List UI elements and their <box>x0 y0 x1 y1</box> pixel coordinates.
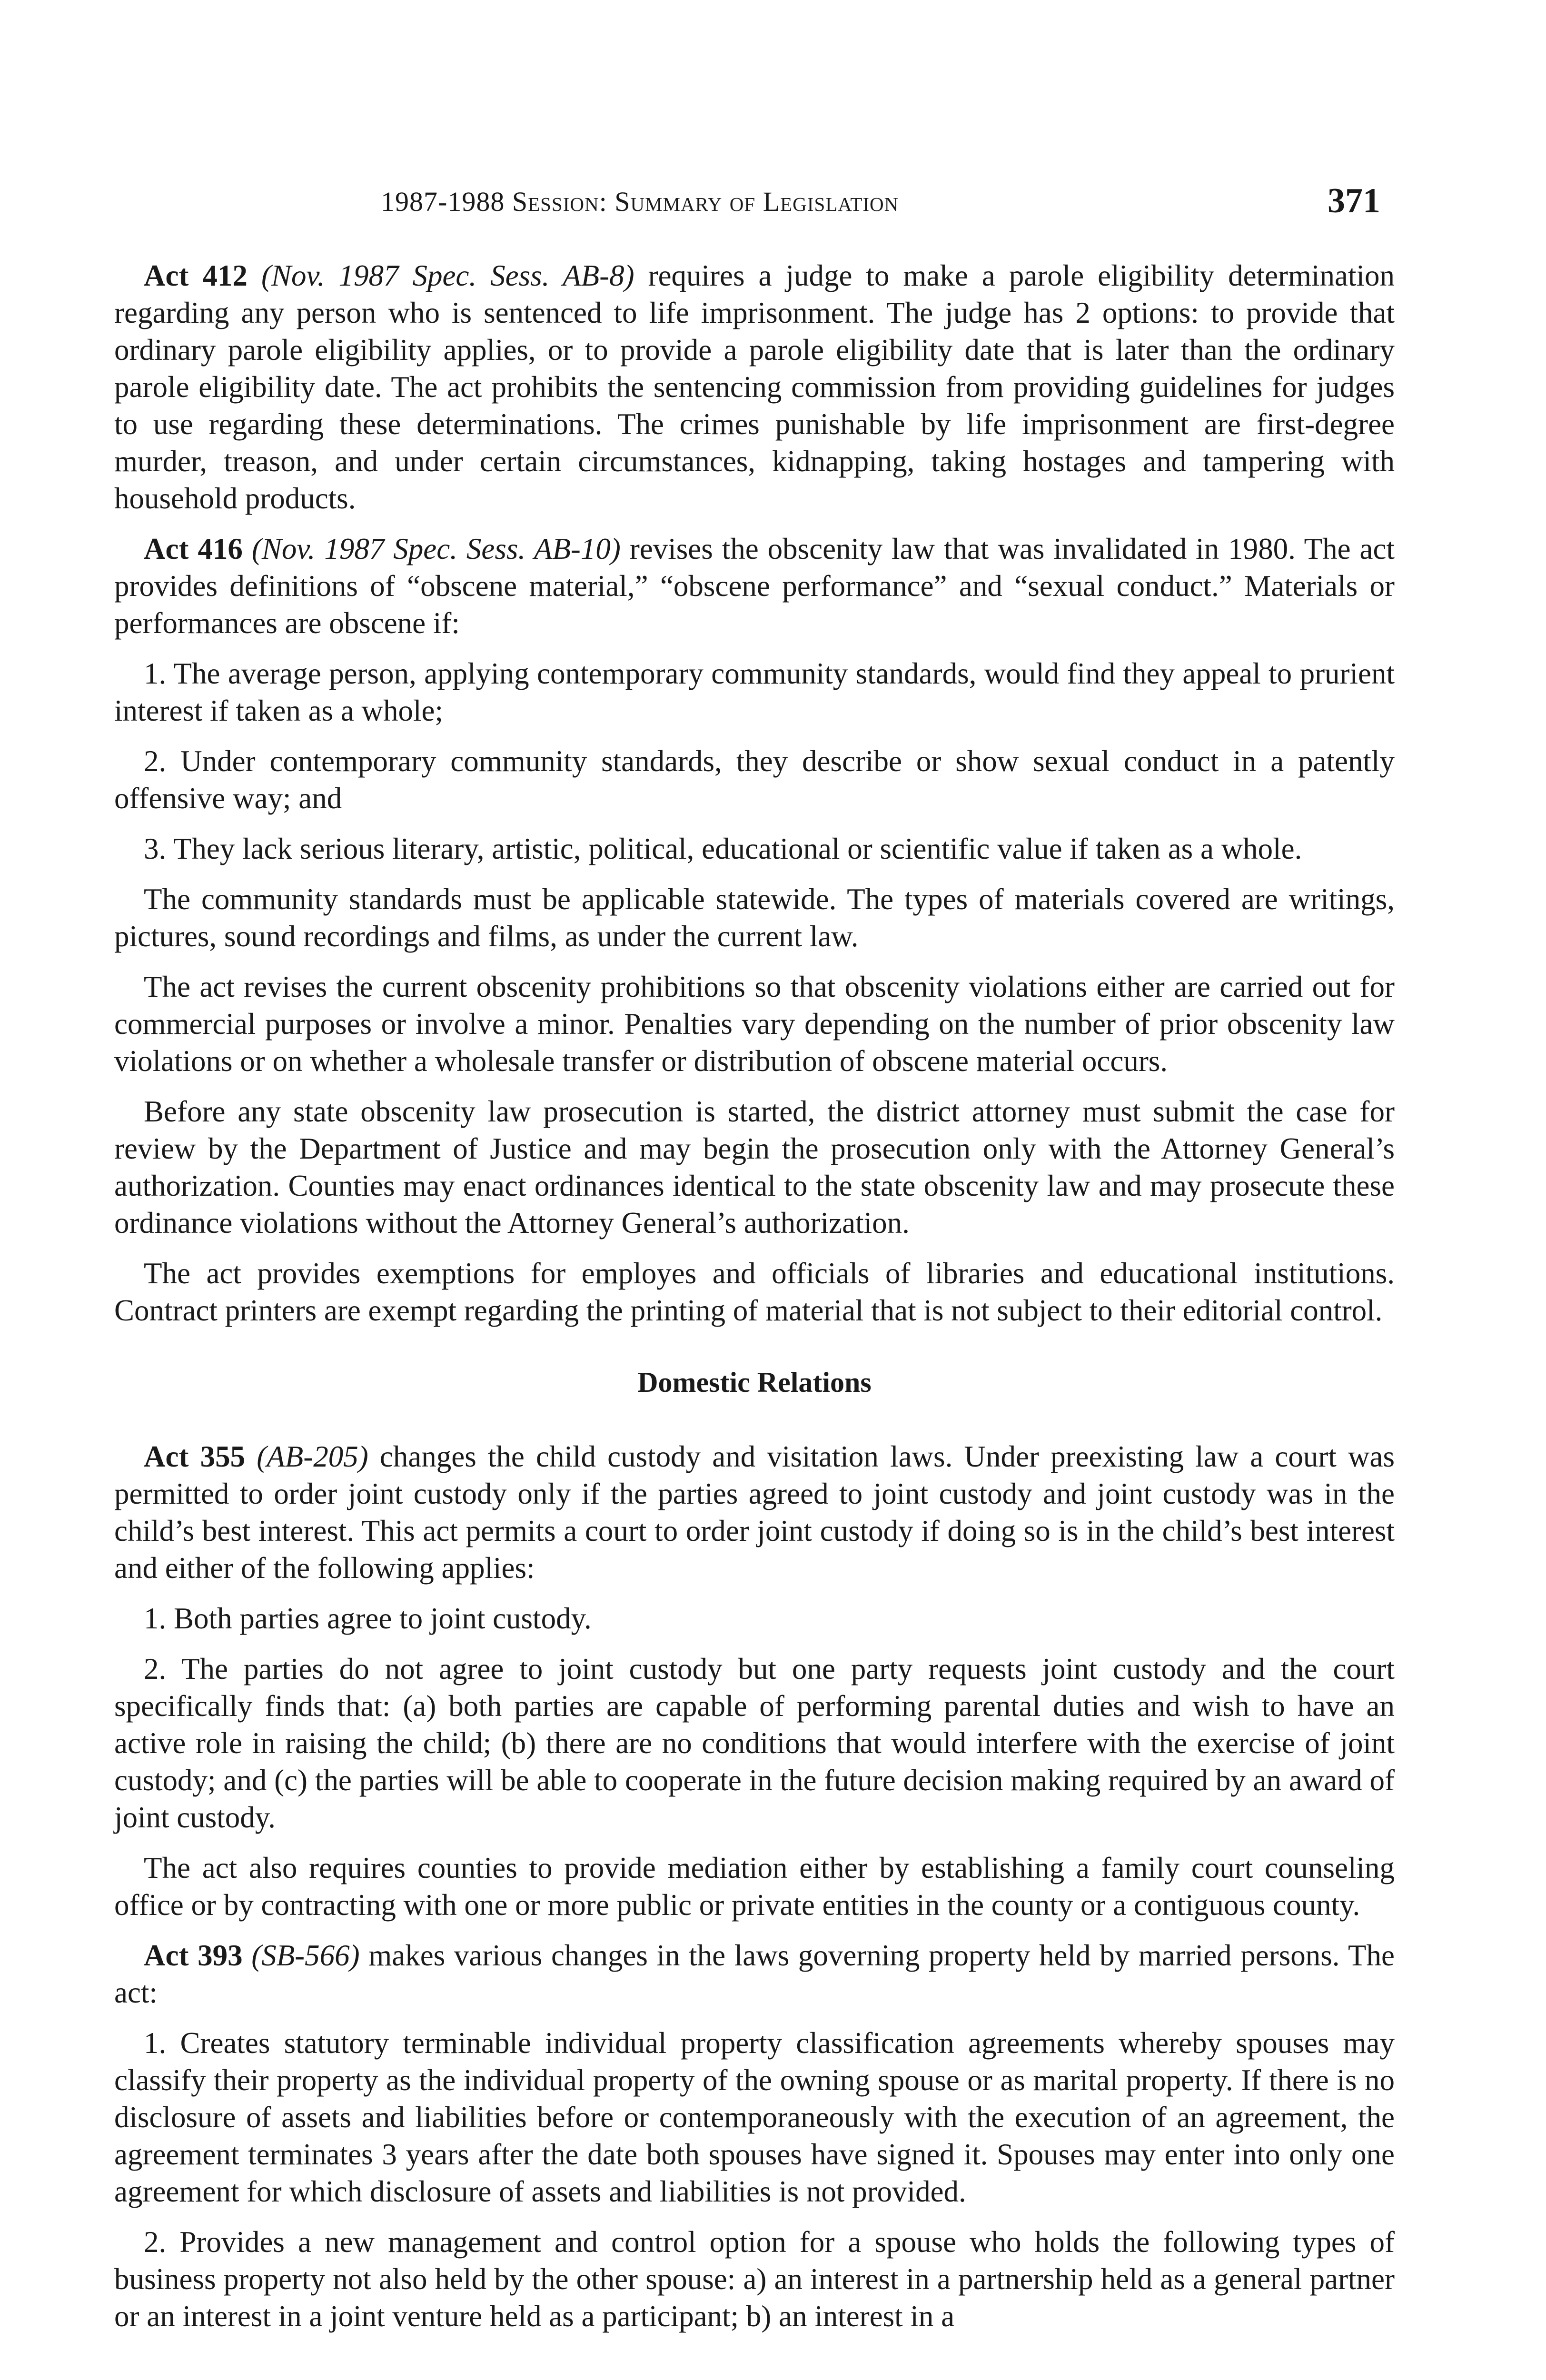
act-paragraph <box>114 1937 1395 2011</box>
act-text: changes the child custody and visitation laws. Under preexisting law a court was permitted to order joint custody only if the parties agreed to joint custody and joint custody was in the child’s best interest. This act permits a court to order joint custody if doing so is in the child’s best interest and either of the following applies: <box>114 1440 1395 1585</box>
body-paragraph: The act also requires counties to provide mediation either by establishing a family court counseling office or by contracting with one or more public or private entities in the county or a contiguous county. <box>114 1851 1395 1922</box>
body-paragraph: Before any state obscenity law prosecution is started, the district attorney must submit the case for review by the Department of Justice and may begin the prosecution only with the Attorney General’s authorization. Counties may enact ordinances identical to the state obscenity law and may prosecute these ordinance violations without the Attorney General’s authorization. <box>114 1095 1395 1240</box>
act-number: Act 355 <box>144 1440 246 1473</box>
summary-title: Summary of Legislation <box>614 186 899 217</box>
act-text: requires a judge to make a parole eligibility determination regarding any person who is sentenced to life imprisonment. The judge has 2 options: to provide that ordinary parole eligibility applies, or to provide a parole eligibility date that is later than the ordinary parole eligibility date. The act prohibits the sentencing commission from providing guidelines for judges to use regarding these determinations. The crimes punishable by life imprisonment are first-degree murder, treason, and under certain circumstances, kidnapping, taking hostages and tampering with household products. <box>114 259 1395 515</box>
bill-citation: (Nov. 1987 Spec. Sess. AB-10) <box>251 532 621 565</box>
list-item: 2. Provides a new management and control option for a spouse who holds the following types of business property not also held by the other spouse: a) an interest in a partnership held as a general partner or an interest in a joint venture held as a participant; b) an interest in a <box>114 2225 1395 2333</box>
bill-citation: (AB-205) <box>257 1440 368 1473</box>
act-number: Act 412 <box>144 259 248 292</box>
act-number: Act 416 <box>144 532 243 565</box>
page-content <box>114 181 1395 2348</box>
list-item: 1. Creates statutory terminable individual property classification agreements whereby spouses may classify their property as the individual property of the owning spouse or as marital property. If there is no disclosure of assets and liabilities before or contemporaneously with the execution of an agreement, the agreement terminates 3 years after the date both spouses have signed it. Spouses may enter into only one agreement for which disclosure of assets and liabilities is not provided. <box>114 2026 1395 2208</box>
list-item: 2. Under contemporary community standards, they describe or show sexual conduct in a patently offensive way; and <box>114 744 1395 815</box>
body-paragraph: The act provides exemptions for employes and officials of libraries and educational institutions. Contract printers are exempt regarding the printing of material that is not subject to their editorial control. <box>114 1257 1395 1327</box>
list-item: 1. Both parties agree to joint custody. <box>144 1602 592 1635</box>
list-item: 2. The parties do not agree to joint custody but one party requests joint custody and the court specifically finds that: (a) both parties are capable of performing parental duties and wish to have an active role in raising the child; (b) there are no conditions that would interfere with the exercise of joint custody; and (c) the parties will be able to cooperate in the future decision making required by an award of joint custody. <box>114 1652 1395 1834</box>
bill-citation: (SB-566) <box>251 1939 360 1972</box>
act-paragraph <box>114 1438 1395 1587</box>
act-number: Act 393 <box>144 1939 243 1972</box>
act-paragraph <box>114 257 1395 517</box>
act-text: makes various changes in the laws governing property held by married persons. The act: <box>114 1939 1395 2009</box>
body-paragraph: The act revises the current obscenity prohibitions so that obscenity violations either are carried out for commercial purposes or involve a minor. Penalties vary depending on the number of prior obscenity law violations or on whether a wholesale transfer or distribution of obscene material occurs. <box>114 970 1395 1078</box>
running-title <box>381 186 899 218</box>
act-text: revises the obscenity law that was invalidated in 1980. The act provides definitions of “obscene material,” “obscene performance” and “sexual conduct.” Materials or performances are obscene if: <box>114 532 1395 640</box>
section-heading: Domestic Relations <box>637 1367 872 1398</box>
list-item: 1. The average person, applying contemporary community standards, would find they appeal to prurient interest if taken as a whole; <box>114 657 1395 727</box>
bill-citation: (Nov. 1987 Spec. Sess. AB-8) <box>261 259 634 292</box>
body-paragraph: The community standards must be applicable statewide. The types of materials covered are writings, pictures, sound recordings and films, as under the current law. <box>114 883 1395 953</box>
running-head <box>114 181 1395 224</box>
page-number: 371 <box>1328 181 1380 220</box>
list-item: 3. They lack serious literary, artistic, political, educational or scientific value if taken as a whole. <box>144 832 1302 865</box>
act-paragraph <box>114 530 1395 642</box>
session-label: 1987-1988 Session: <box>381 186 607 217</box>
